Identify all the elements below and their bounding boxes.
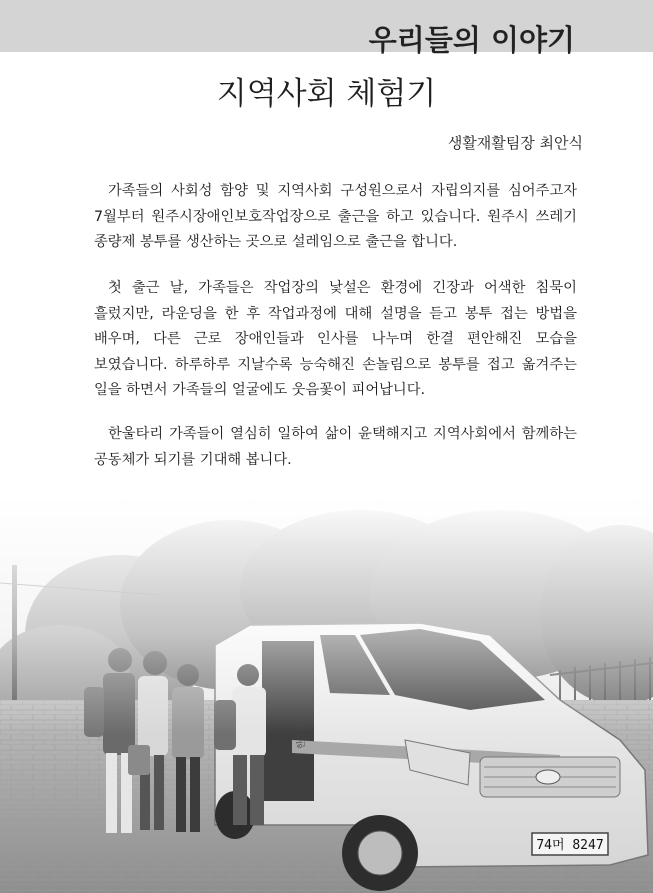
- section-title: 우리들의 이야기: [368, 23, 575, 57]
- paragraph-3: 한울타리 가족들이 열심히 일하여 삶이 윤택해지고 지역사회에서 함께하는 공동체가 되기를 기대해 봅니다.: [94, 426, 577, 468]
- group-photo-with-van: [0, 495, 653, 893]
- paragraph-1: 가족들의 사회성 함양 및 지역사회 구성원으로서 자립의지를 심어주고자 7월부터 원주시장애인보호작업장으로 출근을 하고 있습니다. 원주시 쓰레기 종량제 봉투를 생산하는 곳으로 설레임으로 출근을 합니다.: [94, 183, 577, 250]
- paragraph-2: 첫 출근 날, 가족들은 작업장의 낯설은 환경에 긴장과 어색한 침묵이 흘렀지만, 라운딩을 한 후 작업과정에 대해 설명을 듣고 봉투 접는 방법을 배우며, 다른 근로 장애인들과 인사를 나누며 한결 편안해진 모습을 보였습니다. 하루하루 지날수록 능숙해진 손놀림으로 봉투를 접고 옮겨주는 일을 하면서 가족들의 얼굴에도 웃음꽃이 피어납니다.: [94, 280, 577, 398]
- author-byline: 생활재활팀장 최안식: [447, 134, 583, 152]
- article-title: 지역사회 체험기: [216, 76, 437, 112]
